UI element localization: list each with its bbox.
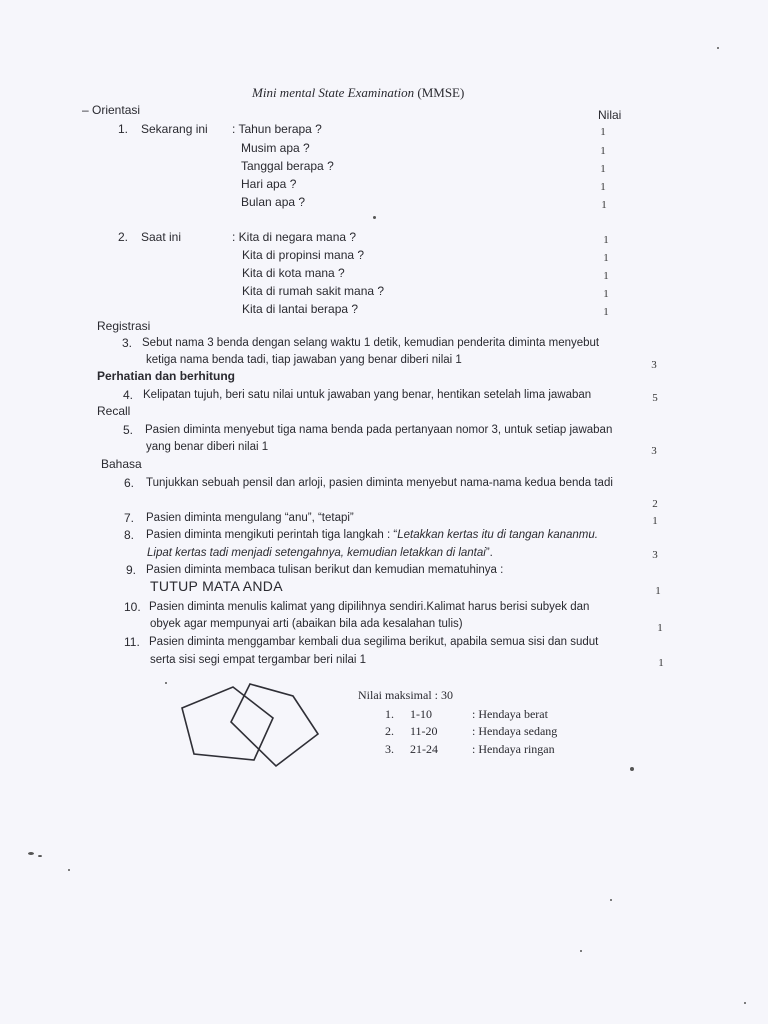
score-value: 1	[600, 126, 606, 138]
recall-heading: Recall	[97, 404, 131, 418]
page-title	[252, 86, 464, 100]
range-value: 21-24	[410, 742, 438, 756]
range-description: : Hendaya berat	[472, 707, 548, 721]
score-value: 1	[601, 199, 607, 211]
item-1-question: Hari apa ?	[241, 177, 297, 191]
item-2-question: Kita di lantai berapa ?	[242, 302, 359, 316]
title-italic: Mini mental State Examination	[252, 85, 415, 100]
score-header: Nilai	[598, 108, 622, 122]
item-1-question: Tanggal berapa ?	[241, 159, 334, 173]
item-2-label: Saat ini	[141, 230, 182, 244]
item-2-question: Kita di rumah sakit mana ?	[242, 284, 385, 298]
item-5-number: 5.	[123, 423, 134, 437]
item-1-question: Musim apa ?	[241, 141, 310, 155]
item-8-line1-plain: Pasien diminta mengikuti perintah tiga langkah : “	[146, 529, 398, 541]
scan-speck	[580, 950, 582, 952]
item-9-line1: Pasien diminta membaca tulisan berikut dan kemudian mematuhinya :	[146, 564, 504, 576]
scan-speck	[373, 216, 376, 219]
item-2-question: Kita di kota mana ?	[242, 266, 345, 280]
score-value: 1	[603, 252, 609, 264]
title-abbr: (MMSE)	[417, 85, 465, 100]
score-value: 1	[655, 585, 661, 597]
score-value: 1	[600, 163, 606, 175]
item-8-line2	[147, 546, 493, 560]
score-value: 1	[603, 288, 609, 300]
scan-speck	[610, 899, 612, 901]
item-8-line2-italic: Lipat kertas tadi menjadi setengahnya, kemudian letakkan di lantai	[147, 547, 486, 559]
item-4-line1: Kelipatan tujuh, beri satu nilai untuk jawaban yang benar, hentikan setelah lima jawaban	[143, 389, 592, 401]
item-9-command: TUTUP MATA ANDA	[150, 578, 283, 594]
scan-speck	[68, 869, 70, 871]
item-6-number: 6.	[124, 476, 135, 490]
item-5-line2: yang benar diberi nilai 1	[146, 441, 269, 453]
scan-speck	[38, 855, 42, 857]
range-number: 3.	[385, 742, 394, 756]
item-10-number: 10.	[124, 600, 141, 614]
score-value: 1	[603, 306, 609, 318]
range-value: 1-10	[410, 707, 432, 721]
item-4-number: 4.	[123, 388, 134, 402]
item-9-number: 9.	[126, 563, 137, 577]
scan-speck	[165, 682, 167, 684]
orientasi-heading: – Orientasi	[82, 103, 141, 117]
item-1-question: Bulan apa ?	[241, 195, 306, 209]
range-number: 2.	[385, 724, 394, 738]
item-10-line2: obyek agar mempunyai arti (abaikan bila ada kesalahan tulis)	[150, 618, 463, 630]
item-5-line1: Pasien diminta menyebut tiga nama benda pada pertanyaan nomor 3, untuk setiap jawaban	[145, 424, 613, 436]
item-8-line1-italic: Letakkan kertas itu di tangan kananmu.	[397, 529, 598, 541]
score-value: 1	[657, 622, 663, 634]
score-value: 1	[652, 515, 658, 527]
scan-speck	[630, 767, 634, 771]
range-value: 11-20	[410, 724, 438, 738]
item-2-number: 2.	[118, 230, 129, 244]
item-6-line1: Tunjukkan sebuah pensil dan arloji, pasien diminta menyebut nama-nama kedua benda tadi	[146, 477, 613, 489]
item-11-line2: serta sisi segi empat tergambar beri nilai 1	[150, 654, 367, 666]
score-value: 1	[603, 270, 609, 282]
score-value: 3	[651, 359, 657, 371]
score-value: 1	[658, 657, 664, 669]
score-value: 3	[651, 445, 657, 457]
item-8-line2-plain: ”.	[485, 547, 493, 559]
intersecting-pentagons	[178, 682, 328, 768]
score-value: 1	[600, 145, 606, 157]
item-2-question: Kita di propinsi mana ?	[242, 248, 365, 262]
range-description: : Hendaya sedang	[472, 724, 558, 738]
item-3-number: 3.	[122, 336, 133, 350]
item-1-label: Sekarang ini	[141, 122, 208, 136]
bahasa-heading: Bahasa	[101, 457, 142, 471]
item-2-question: : Kita di negara mana ?	[232, 230, 357, 244]
item-1-number: 1.	[118, 122, 129, 136]
perhatian-heading: Perhatian dan berhitung	[97, 369, 236, 383]
score-value: 5	[652, 392, 658, 404]
scan-speck	[744, 1002, 746, 1004]
item-10-line1: Pasien diminta menulis kalimat yang dipilihnya sendiri.Kalimat harus berisi subyek dan	[149, 601, 590, 613]
item-3-line1: Sebut nama 3 benda dengan selang waktu 1 detik, kemudian penderita diminta menyebut	[142, 337, 600, 349]
item-11-line1: Pasien diminta menggambar kembali dua segilima berikut, apabila semua sisi dan sudut	[149, 636, 599, 648]
item-7-line1: Pasien diminta mengulang “anu”, “tetapi”	[146, 512, 354, 524]
range-number: 1.	[385, 707, 394, 721]
item-8-number: 8.	[124, 528, 135, 542]
item-1-question: : Tahun berapa ?	[232, 122, 322, 136]
scan-speck	[717, 47, 719, 49]
registrasi-heading: Registrasi	[97, 319, 151, 333]
score-value: 2	[652, 498, 658, 510]
max-score-label: Nilai maksimal : 30	[358, 688, 453, 702]
score-value: 1	[600, 181, 606, 193]
pentagon-right	[231, 684, 318, 766]
orientasi-heading-text: Orientasi	[92, 103, 141, 117]
score-value: 3	[652, 549, 658, 561]
item-11-number: 11.	[124, 635, 140, 649]
item-3-line2: ketiga nama benda tadi, tiap jawaban yang benar diberi nilai 1	[146, 354, 462, 366]
score-value: 1	[603, 234, 609, 246]
item-8-line1	[146, 528, 598, 542]
range-description: : Hendaya ringan	[472, 742, 555, 756]
scan-speck	[28, 852, 34, 855]
item-7-number: 7.	[124, 511, 135, 525]
